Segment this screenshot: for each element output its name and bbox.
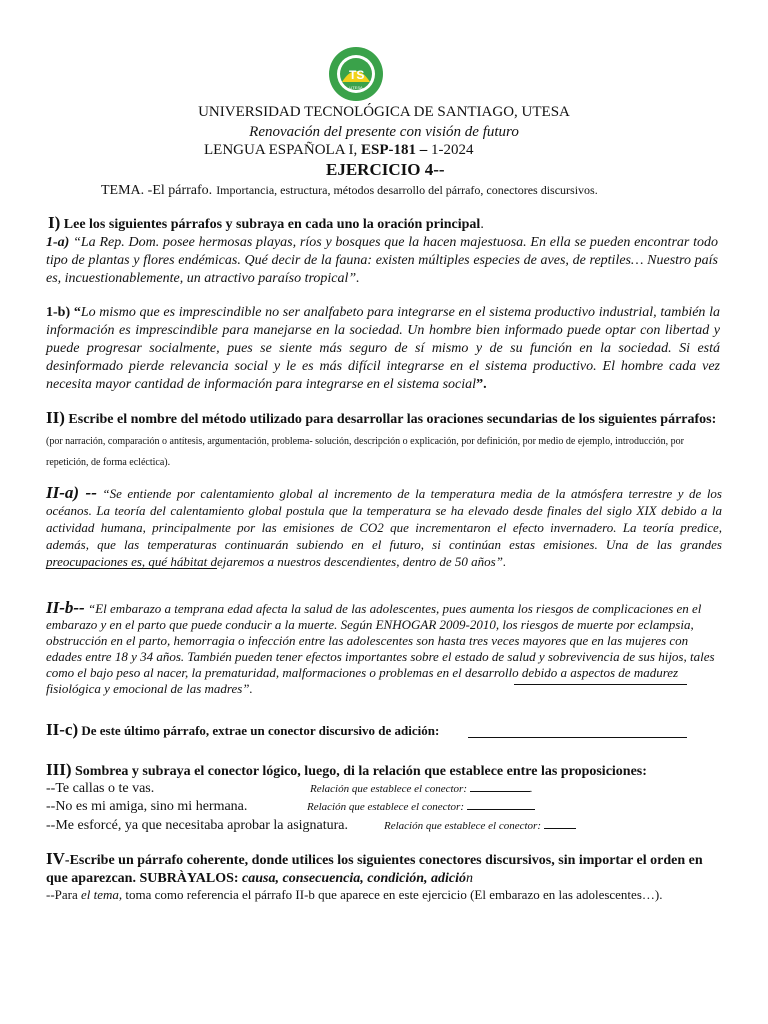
relation-1: Relación que establece el conector: . [310, 783, 533, 795]
answer-blank-3[interactable] [544, 828, 576, 829]
svg-text:TS: TS [349, 68, 365, 82]
section-1-heading: I) Lee los siguientes párrafos y subraya en cada uno la oración principal. [48, 213, 484, 232]
tema-line: TEMA. -El párrafo. Importancia, estructura, métodos desarrollo del párrafo, conectores discursivos. [101, 183, 598, 198]
paragraph-2a: II-a) -- “Se entiende por calentamiento global al incremento de la temperatura media de la atmósfera terrestre y de los océanos. La teoría del calentamiento global postula que la temperatura se ha elevado desde finales del siglo XIX debido a la actividad humana, principalmente por las emisiones de CO2 que incrementaron el efecto invernadero. La teoría predice, además, que las temperaturas continuarán subiendo en el futuro, si continúan estas emisiones. Una de las grandes preocupaciones es, qué hábitat dejaremos a nuestros descendientes, dentro de 50 años”. [46, 483, 722, 569]
sentence-3: --Me esforcé, ya que necesitaba aprobar la asignatura. [46, 818, 349, 833]
utesa-logo [328, 46, 384, 102]
page-title: EJERCICIO 4-- [326, 160, 445, 179]
sentence-1: --Te callas o te vas. [46, 781, 155, 796]
paragraph-2b: II-b-- “El embarazo a temprana edad afecta la salud de las adolescentes, pues aumenta los riesgos de complicaciones en el embarazo y en el parto que puede conducir a la muerte. Según ENHOGAR 2009-2010, los riesgos de muerte por eclampsia, obstrucción en el parto, hemorragia o infección entre las adolescentes son hasta tres veces mayores que en las mujeres con edades entre 18 y 34 años. También pueden tener efectos importantes sobre el estado de salud y sobrevivencia de sus hijos, tales como el bajo peso al nacer, la prematuridad, malformaciones o problemas en el desarrollo debido a aspectos de madurez fisiológica y emocional de las madres”. [46, 598, 715, 696]
paragraph-1a: 1-a) “La Rep. Dom. posee hermosas playas, ríos y bosques que la hacen majestuosa. En ella se pueden encontrar todo tipo de plantas y flores endémicas. Qué decir de la fauna: existen múltiples especies de aves, de reptiles… Nuestro país es, incuestionablemente, un atractivo paraíso tropical”. [46, 235, 718, 286]
answer-blank-1[interactable] [470, 791, 530, 792]
section-2c: II-c) De este último párrafo, extrae un conector discursivo de adición: [46, 720, 440, 739]
university-name: UNIVERSIDAD TECNOLÓGICA DE SANTIAGO, UTESA [198, 104, 570, 120]
paragraph-1b: 1-b) “Lo mismo que es imprescindible no ser analfabeto para integrarse en el sistema productivo industrial, también la información es imprescindible para manejarse en la sociedad. Un hombre bien informado puede optar con libertad y puede progresar socialmente, pues se siente más seguro de sí mismo y de su función en la sociedad. Si está desinformado pierde relevancia social y le es más difícil integrarse en el sistema productivo. El hombre cada vez necesita mayor cantidad de información para integrarse en el sistema social”. [46, 305, 720, 392]
answer-blank-2[interactable] [467, 809, 535, 810]
course-line: LENGUA ESPAÑOLA I, ESP-181 – 1-2024 [204, 142, 474, 158]
relation-2: Relación que establece el conector: [307, 801, 535, 813]
sentence-2: --No es mi amiga, sino mi hermana. [46, 799, 248, 814]
answer-line-2c[interactable] [468, 737, 687, 738]
answer-line-2a[interactable] [46, 568, 217, 569]
answer-line-2b[interactable] [514, 684, 687, 685]
section-3-heading: III) Sombrea y subraya el conector lógico, luego, di la relación que establece entre las proposiciones: [46, 760, 647, 779]
motto: Renovación del presente con visión de futuro [249, 124, 519, 140]
section-4-heading: IV-Escribe un párrafo coherente, donde utilices los siguientes conectores discursivos, sin importar el orden en que aparezcan. SUBRÀYALOS: causa, consecuencia, condición, adición [46, 849, 703, 886]
relation-3: Relación que establece el conector: [384, 820, 576, 832]
section-2-heading: II) Escribe el nombre del método utilizado para desarrollar las oraciones secundarias de los siguientes párrafos: (por narración, comparación o antítesis, argumentación, problema- solución, descripción o explicación, por definición, por medio de ejemplo, introducción, por repetición, de forma ecléctica). [46, 408, 717, 468]
section-4-note: --Para el tema, toma como referencia el párrafo II-b que aparece en este ejercicio (El embarazo en las adolescentes…). [46, 887, 663, 902]
svg-text:UTESA: UTESA [349, 85, 363, 90]
